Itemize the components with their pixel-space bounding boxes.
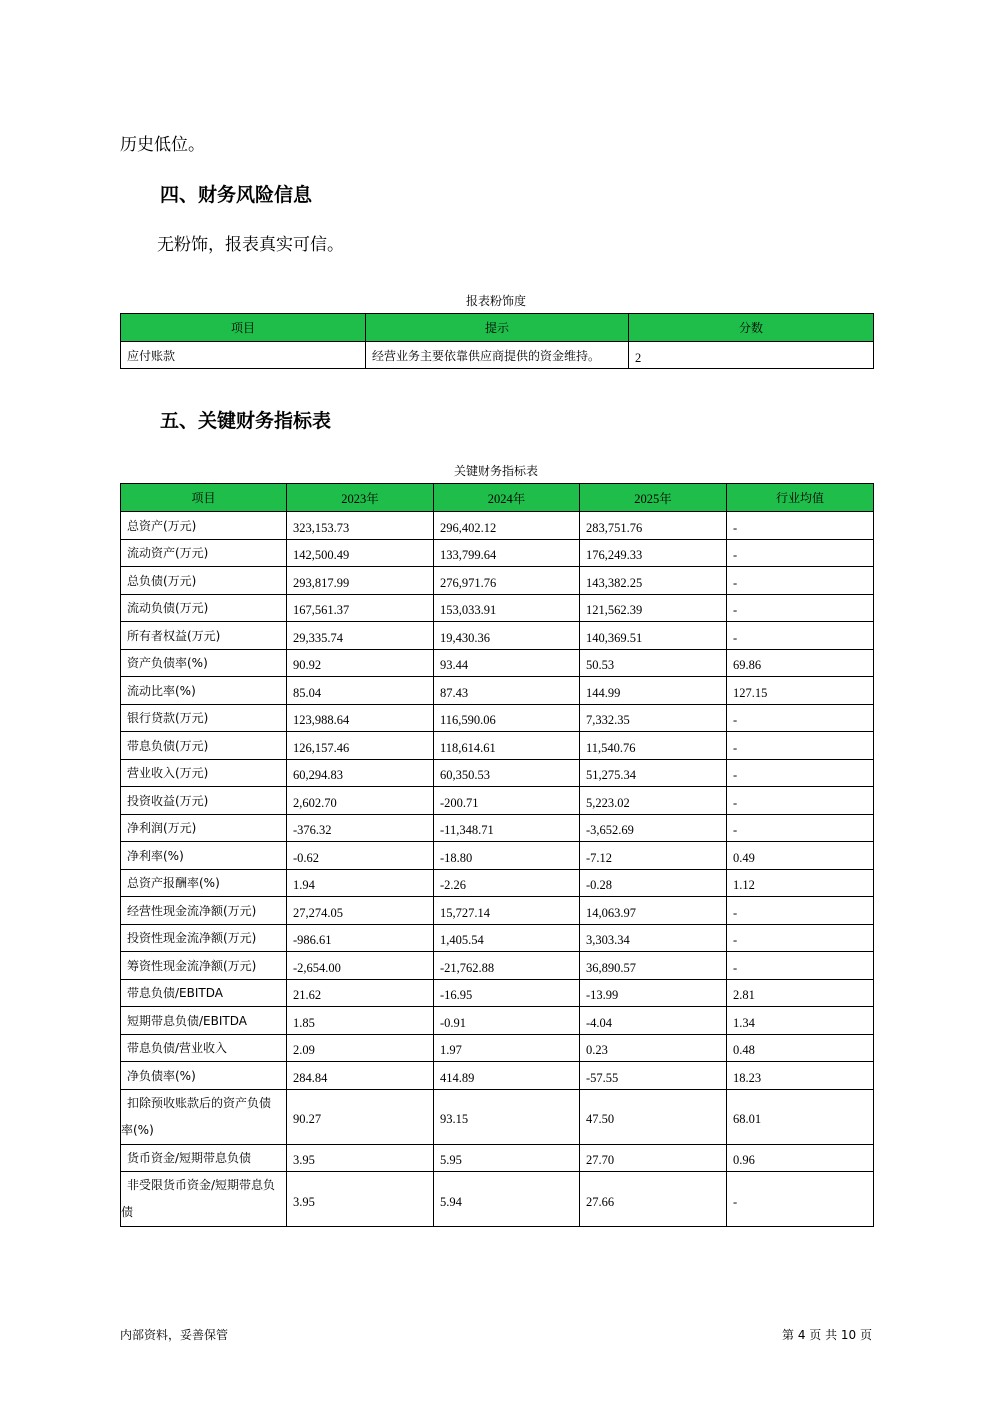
table-row — [121, 1089, 874, 1144]
table2-cell-item: 所有者权益(万元) — [121, 622, 287, 650]
table1-header-row — [121, 314, 874, 342]
table2-cell-2025: 121,562.39 — [580, 594, 727, 622]
table2-header-item: 项目 — [121, 484, 287, 512]
table2-cell-2024: -2.26 — [434, 869, 580, 897]
table2-cell-2024: 87.43 — [434, 677, 580, 705]
table2-cell-item: 净利润(万元) — [121, 814, 287, 842]
table2-cell-2024: 1.97 — [434, 1034, 580, 1062]
table2-cell-industry-avg: - — [727, 732, 874, 760]
table2-cell-2024: -21,762.88 — [434, 952, 580, 980]
table2-cell-item: 货币资金/短期带息负债 — [121, 1144, 287, 1172]
table2-cell-2025: 7,332.35 — [580, 704, 727, 732]
table-row — [121, 539, 874, 567]
table2-cell-2024: 5.95 — [434, 1144, 580, 1172]
table2-header-2025: 2025年 — [580, 484, 727, 512]
table2-cell-2025: 14,063.97 — [580, 897, 727, 925]
table2-cell-item: 带息负债/营业收入 — [121, 1034, 287, 1062]
table2-cell-item: 投资收益(万元) — [121, 787, 287, 815]
table2-cell-industry-avg: - — [727, 622, 874, 650]
table2-cell-2023: 142,500.49 — [287, 539, 434, 567]
table1-cell-hint: 经营业务主要依靠供应商提供的资金维持。 — [366, 342, 629, 369]
table2-cell-item: 投资性现金流净额(万元) — [121, 924, 287, 952]
table2-header-industry-avg: 行业均值 — [727, 484, 874, 512]
table-row — [121, 814, 874, 842]
table2-cell-2023: 90.27 — [287, 1089, 434, 1144]
table2-cell-item: 净利率(%) — [121, 842, 287, 870]
table2-cell-2025: 140,369.51 — [580, 622, 727, 650]
table-row — [121, 1034, 874, 1062]
table2-cell-2024: -16.95 — [434, 979, 580, 1007]
table2-cell-2024: 1,405.54 — [434, 924, 580, 952]
table1-header-item: 项目 — [121, 314, 366, 342]
table2-cell-2023: 90.92 — [287, 649, 434, 677]
table2-cell-2023: -0.62 — [287, 842, 434, 870]
table2-cell-industry-avg: - — [727, 814, 874, 842]
section-4-title: 四、财务风险信息 — [160, 184, 313, 206]
table2-cell-2025: 36,890.57 — [580, 952, 727, 980]
table2-cell-item: 总资产报酬率(%) — [121, 869, 287, 897]
footer-confidential: 内部资料，妥善保管 — [120, 1328, 229, 1342]
table2-cell-industry-avg: 69.86 — [727, 649, 874, 677]
table2-cell-2023: -2,654.00 — [287, 952, 434, 980]
table2-cell-item: 总资产(万元) — [121, 512, 287, 540]
table1-header-hint: 提示 — [366, 314, 629, 342]
table2-cell-industry-avg: - — [727, 594, 874, 622]
table1-cell-score: 2 — [629, 342, 874, 369]
table2-cell-industry-avg: - — [727, 759, 874, 787]
table2-cell-item: 总负债(万元) — [121, 567, 287, 595]
table2-cell-2025: -3,652.69 — [580, 814, 727, 842]
table-row — [121, 869, 874, 897]
table-row — [121, 622, 874, 650]
table2-cell-2023: 167,561.37 — [287, 594, 434, 622]
table2-cell-2023: 21.62 — [287, 979, 434, 1007]
table2-cell-item: 流动资产(万元) — [121, 539, 287, 567]
table2-cell-2024: 118,614.61 — [434, 732, 580, 760]
key-financial-indicators-table — [120, 483, 874, 1227]
table2-cell-2023: -986.61 — [287, 924, 434, 952]
table2-cell-item: 非受限货币资金/短期带息负债 — [121, 1172, 287, 1227]
table2-cell-2025: 47.50 — [580, 1089, 727, 1144]
table2-cell-2024: 153,033.91 — [434, 594, 580, 622]
table2-cell-2025: -57.55 — [580, 1062, 727, 1090]
table2-cell-industry-avg: - — [727, 704, 874, 732]
footer-page-number: 第 4 页 共 10 页 — [782, 1328, 872, 1342]
table2-header-2024: 2024年 — [434, 484, 580, 512]
table2-cell-2024: -11,348.71 — [434, 814, 580, 842]
table2-cell-2025: 27.70 — [580, 1144, 727, 1172]
table-row — [121, 759, 874, 787]
table2-cell-item: 筹资性现金流净额(万元) — [121, 952, 287, 980]
table2-cell-item: 净负债率(%) — [121, 1062, 287, 1090]
table2-cell-2025: 11,540.76 — [580, 732, 727, 760]
table-row — [121, 787, 874, 815]
table2-cell-industry-avg: - — [727, 787, 874, 815]
table2-cell-2023: 126,157.46 — [287, 732, 434, 760]
table2-cell-2024: 276,971.76 — [434, 567, 580, 595]
table2-cell-2025: 27.66 — [580, 1172, 727, 1227]
table2-cell-2024: 60,350.53 — [434, 759, 580, 787]
table2-cell-2025: 143,382.25 — [580, 567, 727, 595]
intro-text: 历史低位。 — [120, 135, 205, 155]
table2-cell-industry-avg: 1.12 — [727, 869, 874, 897]
table2-cell-2024: 296,402.12 — [434, 512, 580, 540]
table-row — [121, 704, 874, 732]
table2-cell-2025: 144.99 — [580, 677, 727, 705]
table-row — [121, 1172, 874, 1227]
table-row — [121, 924, 874, 952]
table2-cell-2023: 323,153.73 — [287, 512, 434, 540]
table-row — [121, 842, 874, 870]
table2-cell-item: 带息负债/EBITDA — [121, 979, 287, 1007]
table2-cell-2025: -7.12 — [580, 842, 727, 870]
table2-cell-2024: 5.94 — [434, 1172, 580, 1227]
table2-cell-item: 资产负债率(%) — [121, 649, 287, 677]
table2-cell-industry-avg: - — [727, 539, 874, 567]
table2-cell-2025: -0.28 — [580, 869, 727, 897]
table-row — [121, 677, 874, 705]
table2-cell-2023: 3.95 — [287, 1172, 434, 1227]
table1-caption: 报表粉饰度 — [465, 294, 526, 308]
table-row — [121, 1007, 874, 1035]
table2-cell-industry-avg: - — [727, 512, 874, 540]
table2-cell-2023: 293,817.99 — [287, 567, 434, 595]
table2-cell-2024: -18.80 — [434, 842, 580, 870]
table2-cell-2023: 60,294.83 — [287, 759, 434, 787]
table2-cell-2023: 2.09 — [287, 1034, 434, 1062]
table2-cell-item: 扣除预收账款后的资产负债率(%) — [121, 1089, 287, 1144]
table2-cell-item: 带息负债(万元) — [121, 732, 287, 760]
table2-cell-2025: -13.99 — [580, 979, 727, 1007]
section-5-title: 五、关键财务指标表 — [160, 410, 332, 432]
table2-cell-2023: 123,988.64 — [287, 704, 434, 732]
fraud-score-table — [120, 313, 874, 369]
table2-cell-2024: 19,430.36 — [434, 622, 580, 650]
table2-cell-2023: 85.04 — [287, 677, 434, 705]
table2-cell-industry-avg: - — [727, 1172, 874, 1227]
table2-cell-2025: 3,303.34 — [580, 924, 727, 952]
table2-cell-industry-avg: - — [727, 924, 874, 952]
table2-header-2023: 2023年 — [287, 484, 434, 512]
table-row — [121, 897, 874, 925]
table2-cell-2023: -376.32 — [287, 814, 434, 842]
table2-cell-industry-avg: 0.96 — [727, 1144, 874, 1172]
table2-caption: 关键财务指标表 — [453, 464, 538, 478]
section-4-text: 无粉饰，报表真实可信。 — [157, 235, 344, 255]
table2-cell-2024: 414.89 — [434, 1062, 580, 1090]
table-row — [121, 649, 874, 677]
table2-cell-industry-avg: 127.15 — [727, 677, 874, 705]
table2-cell-2025: 51,275.34 — [580, 759, 727, 787]
table2-cell-2023: 2,602.70 — [287, 787, 434, 815]
table2-cell-item: 银行贷款(万元) — [121, 704, 287, 732]
table-row — [121, 342, 874, 369]
table2-cell-2024: 93.44 — [434, 649, 580, 677]
table2-cell-2023: 29,335.74 — [287, 622, 434, 650]
table-row — [121, 1144, 874, 1172]
table2-header-row — [121, 484, 874, 512]
table2-cell-industry-avg: 0.48 — [727, 1034, 874, 1062]
table-row — [121, 1062, 874, 1090]
table2-cell-industry-avg: - — [727, 567, 874, 595]
table2-cell-2023: 27,274.05 — [287, 897, 434, 925]
table2-cell-industry-avg: 2.81 — [727, 979, 874, 1007]
table2-cell-item: 流动负债(万元) — [121, 594, 287, 622]
table2-cell-2024: 93.15 — [434, 1089, 580, 1144]
table2-cell-2024: 133,799.64 — [434, 539, 580, 567]
table1-cell-item: 应付账款 — [121, 342, 366, 369]
table2-cell-2025: 0.23 — [580, 1034, 727, 1062]
table2-cell-item: 流动比率(%) — [121, 677, 287, 705]
table-row — [121, 512, 874, 540]
table-row — [121, 952, 874, 980]
table2-cell-2023: 1.85 — [287, 1007, 434, 1035]
table2-cell-2025: -4.04 — [580, 1007, 727, 1035]
table2-cell-2025: 176,249.33 — [580, 539, 727, 567]
table2-cell-industry-avg: - — [727, 897, 874, 925]
table2-cell-industry-avg: 68.01 — [727, 1089, 874, 1144]
table2-cell-item: 短期带息负债/EBITDA — [121, 1007, 287, 1035]
table2-cell-2023: 284.84 — [287, 1062, 434, 1090]
table-row — [121, 732, 874, 760]
table2-cell-industry-avg: - — [727, 952, 874, 980]
table2-cell-industry-avg: 1.34 — [727, 1007, 874, 1035]
table2-cell-2024: -0.91 — [434, 1007, 580, 1035]
table2-cell-industry-avg: 18.23 — [727, 1062, 874, 1090]
table2-cell-2023: 3.95 — [287, 1144, 434, 1172]
table1-header-score: 分数 — [629, 314, 874, 342]
table2-cell-industry-avg: 0.49 — [727, 842, 874, 870]
table2-cell-item: 经营性现金流净额(万元) — [121, 897, 287, 925]
table2-cell-2025: 5,223.02 — [580, 787, 727, 815]
table-row — [121, 567, 874, 595]
table2-cell-item: 营业收入(万元) — [121, 759, 287, 787]
table2-cell-2025: 50.53 — [580, 649, 727, 677]
table2-cell-2024: 116,590.06 — [434, 704, 580, 732]
table2-cell-2024: -200.71 — [434, 787, 580, 815]
table2-cell-2024: 15,727.14 — [434, 897, 580, 925]
table2-cell-2023: 1.94 — [287, 869, 434, 897]
table-row — [121, 979, 874, 1007]
table-row — [121, 594, 874, 622]
table2-cell-2025: 283,751.76 — [580, 512, 727, 540]
